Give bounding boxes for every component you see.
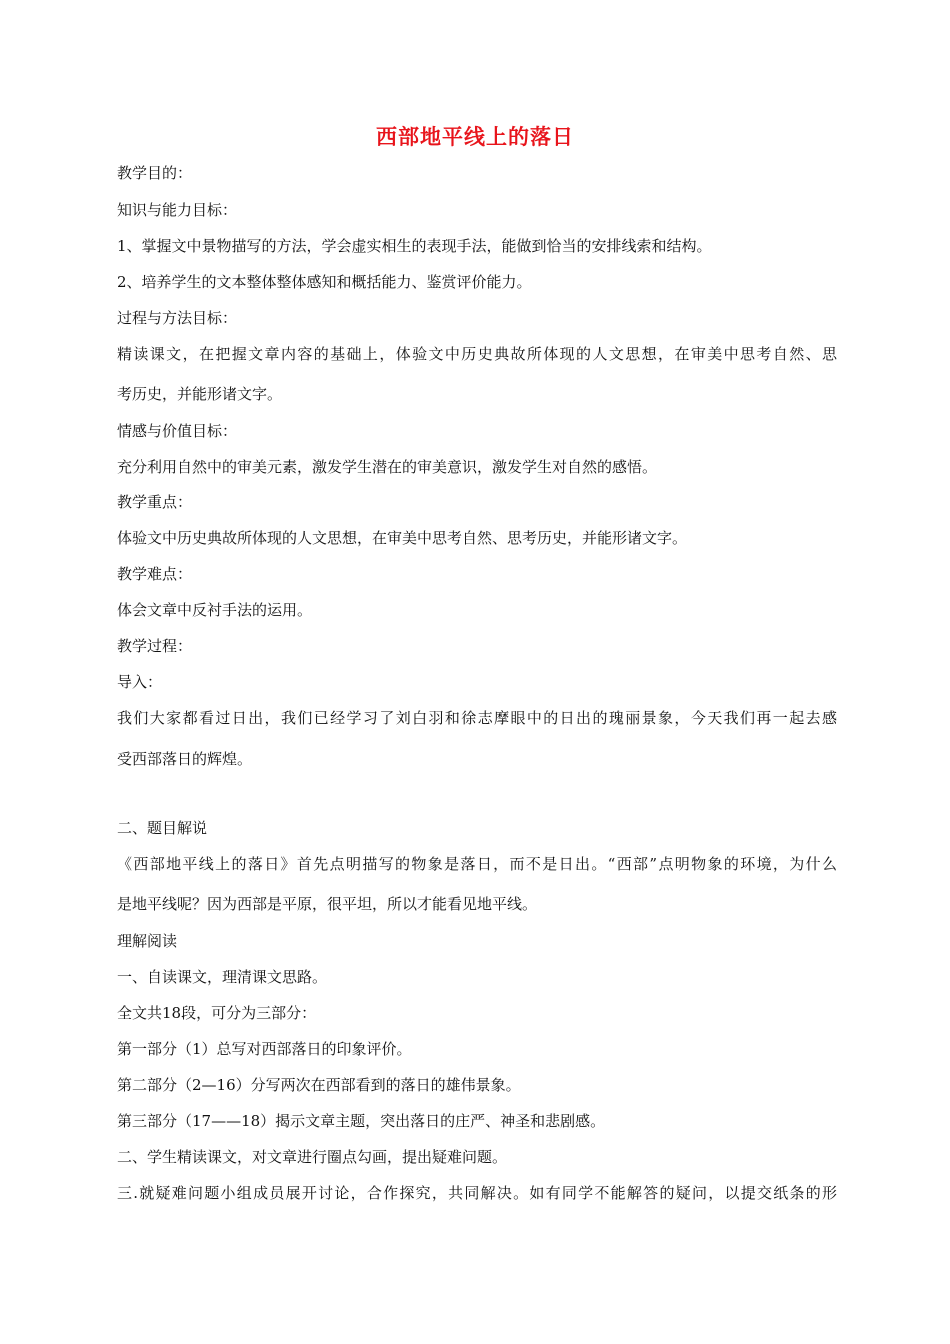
document-title: 西部地平线上的落日 — [376, 124, 574, 149]
text-line: 考历史，并能形诸文字。 — [117, 385, 283, 403]
text-line: 过程与方法目标： — [117, 309, 238, 327]
text-line: 第二部分（2—16）分写两次在西部看到的落日的雄伟景象。 — [117, 1076, 521, 1094]
text-line: 三.就疑难问题小组成员展开讨论，合作探究，共同解决。如有同学不能解答的疑问，以提交纸条的形 — [117, 1184, 837, 1202]
text-line: 知识与能力目标： — [117, 201, 238, 219]
text-line: 导入： — [117, 673, 163, 691]
text-line: 二、学生精读课文，对文章进行圈点勾画，提出疑难问题。 — [117, 1148, 508, 1166]
text-line: 体会文章中反衬手法的运用。 — [117, 601, 313, 619]
text-line: 二、题目解说 — [117, 819, 208, 837]
text-line: 全文共18段，可分为三部分： — [117, 1004, 317, 1022]
text-line: 教学过程： — [117, 637, 193, 655]
text-line: 充分利用自然中的审美元素，激发学生潜在的审美意识，激发学生对自然的感悟。 — [117, 458, 658, 476]
text-line: 教学难点： — [117, 565, 193, 583]
text-line: 理解阅读 — [117, 932, 178, 950]
text-line: 是地平线呢？因为西部是平原，很平坦，所以才能看见地平线。 — [117, 895, 538, 913]
text-line: 我们大家都看过日出，我们已经学习了刘白羽和徐志摩眼中的日出的瑰丽景象，今天我们再一起去感 — [117, 709, 837, 727]
text-line: 第一部分（1）总写对西部落日的印象评价。 — [117, 1040, 412, 1058]
text-line: 《西部地平线上的落日》首先点明描写的物象是落日，而不是日出。“西部”点明物象的环境，为什么 — [117, 855, 837, 873]
text-line: 教学重点： — [117, 493, 193, 511]
text-line: 精读课文，在把握文章内容的基础上，体验文中历史典故所体现的人文思想，在审美中思考自然、思 — [117, 345, 837, 363]
text-line: 2、培养学生的文本整体整体感知和概括能力、鉴赏评价能力。 — [117, 273, 532, 291]
text-line: 受西部落日的辉煌。 — [117, 750, 253, 768]
text-line: 情感与价值目标： — [117, 422, 238, 440]
text-line: 1、掌握文中景物描写的方法，学会虚实相生的表现手法，能做到恰当的安排线索和结构。 — [117, 237, 712, 255]
text-line: 一、自读课文，理清课文思路。 — [117, 968, 328, 986]
text-line: 第三部分（17——18）揭示文章主题，突出落日的庄严、神圣和悲剧感。 — [117, 1112, 606, 1130]
text-line: 体验文中历史典故所体现的人文思想，在审美中思考自然、思考历史，并能形诸文字。 — [117, 529, 688, 547]
text-line: 教学目的： — [117, 164, 193, 182]
